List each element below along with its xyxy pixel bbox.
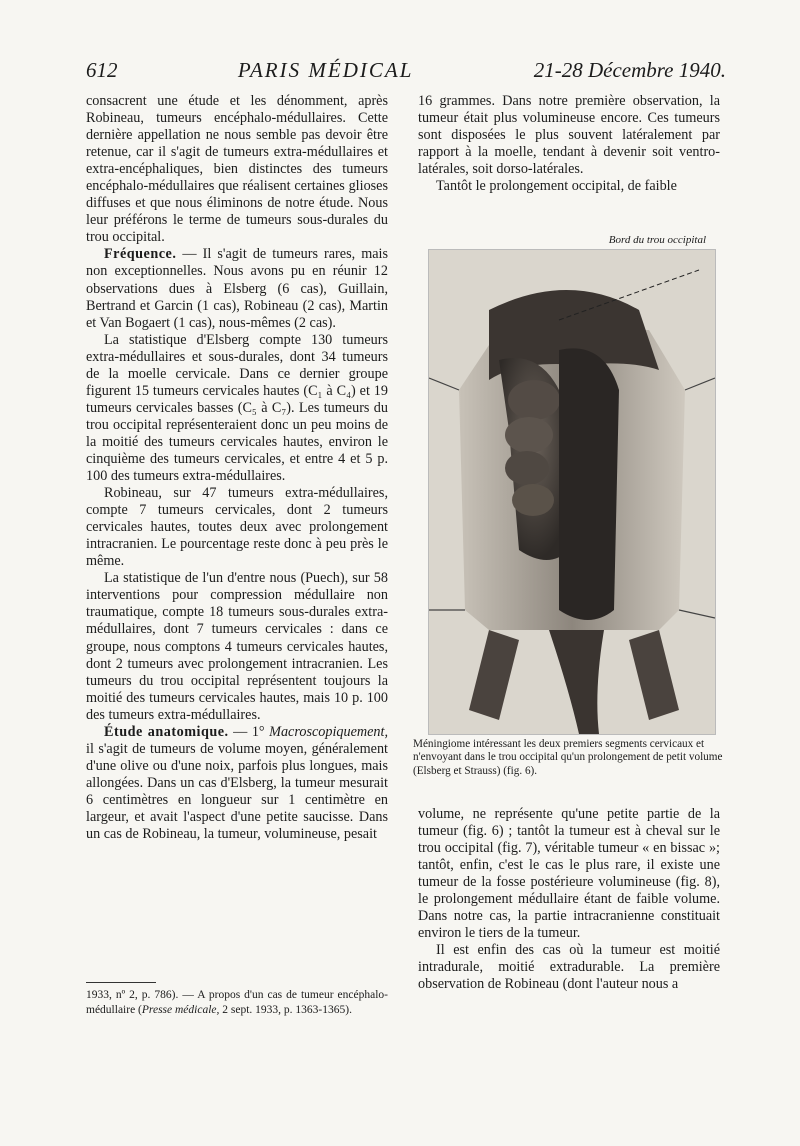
paragraph-etude-anatomique	[86, 724, 388, 843]
etude-lead: — 1°	[228, 723, 270, 740]
footnote-text-b: 2 sept. 1933, p. 1363-1365).	[219, 1003, 352, 1016]
journal-title: PARIS MÉDICAL	[237, 58, 414, 82]
paragraph-right-1: 16 grammes. Dans notre première observation, la tumeur était plus volumineuse encore. Ces tumeurs sont disposées le plus souvent latéralement par rapport à la moelle, tendant à devenir soit ventro-latérales, soit dorso-latérales.	[418, 93, 720, 178]
paragraph-frequence	[86, 246, 388, 331]
issue-date: 21-28 Décembre 1940.	[533, 58, 726, 82]
figure-caption: Méningiome intéressant les deux premiers segments cervicaux et n'envoyant dans le trou occipital qu'un prolongement de petit volume (Elsberg et Strauss) (fig. 6).	[413, 738, 723, 777]
page-number: 612	[86, 58, 118, 82]
paragraph-intro: consacrent une étude et les dénomment, après Robineau, tumeurs encéphalo-médullaires. Cette dernière appellation ne nous semble pas devoir être retenue, car il s'agit de tumeurs extra-médullaires et extra-encéphaliques, bien distinctes des tumeurs encéphalo-médullaires que réalisent certaines glioses diffuses et que nous éliminons de notre étude. Nous leur préférons le terme de tumeurs sous-durales du trou occipital.	[86, 93, 388, 246]
section-heading-frequence: Fréquence.	[104, 246, 177, 263]
figure-label: Bord du trou occipital	[608, 234, 706, 246]
section-heading-etude: Étude anatomique.	[104, 723, 229, 740]
right-column-continued	[418, 806, 720, 994]
etude-text: il s'agit de tumeurs de volume moyen, généralement d'une olive ou d'une noix, parfois plus longues, mais allongées. Dans un cas d'Elsberg, la tumeur mesurait 6 centimètres en longueur sur 1 centimètre en largeur, et avait l'aspect d'une petite saucisse. Dans un cas de Robineau, la tumeur, volumineuse, pesait	[86, 740, 388, 843]
paragraph-frequence-text: — Il s'agit de tumeurs rares, mais non exceptionnelles. Nous avons pu en réunir 12 observations dues à Elsberg (6 cas), Guillain, Bertrand et Garcin (1 cas), Robineau (2 cas), Martin et Van Bogaert (1 cas), nous-mêmes (2 cas).	[86, 246, 388, 331]
left-column	[86, 93, 388, 843]
figure-illustration	[429, 250, 715, 734]
page-header	[86, 58, 726, 88]
paragraph-puech-stats: La statistique de l'un d'entre nous (Puech), sur 58 interventions pour compression médullaire non traumatique, compte 18 tumeurs sous-durales extra-médullaires, dont 7 tumeurs cervicales : dans ce groupe, nous comptons 4 tumeurs cervicales hautes, dont 2 tumeurs avec prolongement intracranien. Les tumeurs du trou occipital représentent toujours la moitié des tumeurs cervicales hautes, mais 10 p. 100 des tumeurs extra-médullaires.	[86, 570, 388, 723]
paragraph-right-2: Tantôt le prolongement occipital, de faible	[436, 178, 677, 195]
paragraph-right-4: Il est enfin des cas où la tumeur est moitié intradurale, moitié extradurable. La première observation de Robineau (dont l'auteur nous a	[418, 942, 720, 993]
footnote-text-a: 1933, nº 2, p. 786). — A propos d'un cas de tumeur encéphalo-médullaire (	[86, 989, 388, 1016]
paragraph-robineau-stats: Robineau, sur 47 tumeurs extra-médullaires, compte 7 tumeurs cervicales, dont 2 tumeurs cervicales hautes, toutes deux avec prolongement intracranien. Le pourcentage reste donc à peu près le même.	[86, 485, 388, 570]
footnote	[86, 988, 388, 1017]
right-column	[418, 93, 720, 195]
footnote-italic: Presse médicale,	[141, 1003, 220, 1016]
etude-italic: Macroscopiquement,	[269, 723, 388, 740]
anatomical-figure	[428, 249, 716, 735]
paragraph-right-3: volume, ne représente qu'une petite partie de la tumeur (fig. 6) ; tantôt la tumeur est à cheval sur le trou occipital (fig. 7), véritable tumeur « en bissac »; tantôt, enfin, c'est le cas le plus rare, il existe une tumeur de la fosse postérieure volumineuse (fig. 8), le prolongement médullaire étant de faible volume. Dans notre cas, la partie intracranienne constituait environ le tiers de la tumeur.	[418, 806, 720, 942]
footnote-rule	[86, 982, 156, 983]
paragraph-elsberg-stats: La statistique d'Elsberg compte 130 tumeurs extra-médullaires et sous-durales, dont 34 tumeurs de la moelle cervicale. Dans ce dernier groupe figurent 15 tumeurs cervicales hautes (C₁ à C₄) et 19 tumeurs cervicales basses (C₅ à C₇). Les tumeurs du trou occipital représenteraient donc un peu moins de la moitié des tumeurs cervicales hautes, environ le cinquième des tumeurs cervicales, et entre 4 et 5 p. 100 des tumeurs extra-médullaires.	[86, 331, 388, 485]
